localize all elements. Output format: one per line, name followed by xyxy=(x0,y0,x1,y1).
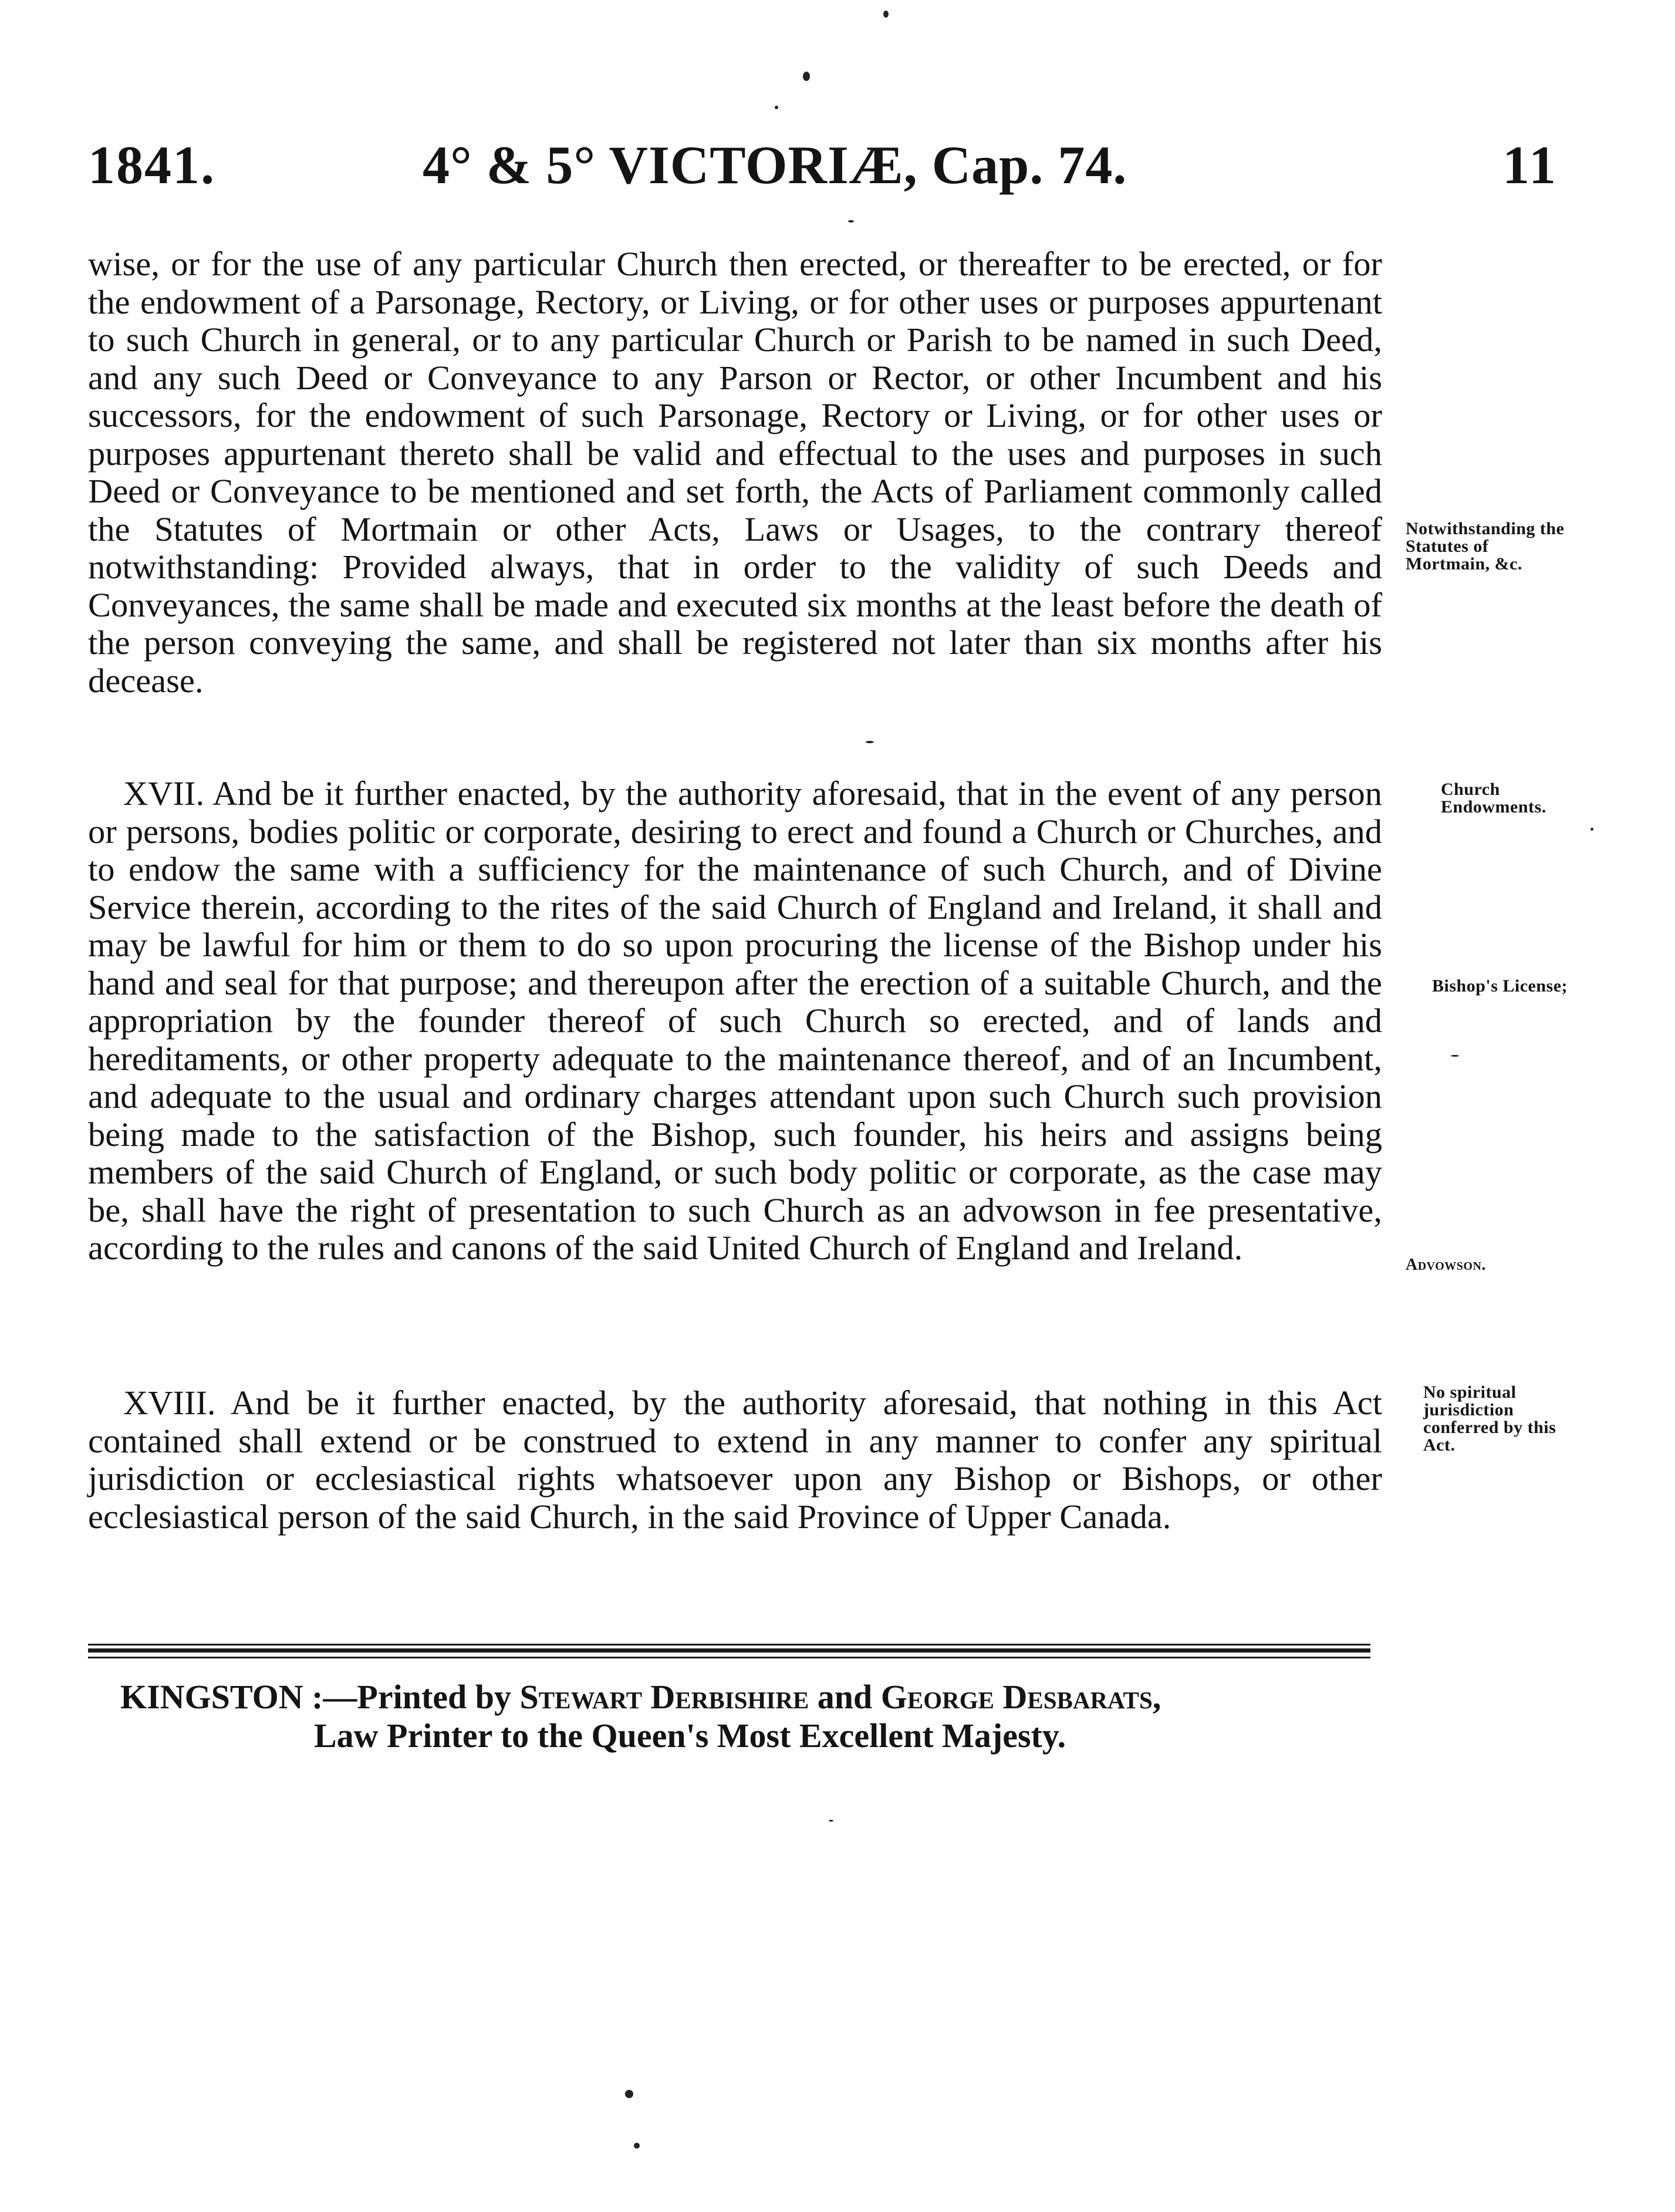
ink-speck xyxy=(848,220,854,222)
ink-speck xyxy=(866,741,874,743)
ink-speck xyxy=(634,2143,640,2149)
colophon-suffix: , xyxy=(1152,1678,1161,1716)
paragraph-continued: wise, or for the use of any particular Church then erected, or thereafter to be erected, or for the endowment of a Parsonage, Rectory, or Living, or for other uses or purposes appurtenant to such Church in general, or to any particular Church or Parish to be named in such Deed, and any such Deed or Conveyance to any Parson or Rector, or other Incumbent and his successors, for the endowment of such Parsonage, Rectory or Living, or for other uses or purposes appurtenant thereto shall be valid and effectual to the uses and purposes in such Deed or Conveyance to be mentioned and set forth, the Acts of Parliament commonly called the Statutes of Mortmain or other Acts, Laws or Usages, to the contrary thereof notwithstanding: Provided always, that in order to the validity of such Deeds and Conveyances, the same shall be made and executed six months at the least before the death of the person conveying the same, and shall be registered not later than six months after his decease. xyxy=(88,245,1382,700)
paragraph-section-xviii: XVIII. And be it further enacted, by the authority aforesaid, that nothing in this Act contained shall extend or be construed to extend in any manner to confer any spiritual jurisdiction or ecclesiastical rights whatsoever upon any Bishop or Bishops, or other ecclesiastical person of the said Church, in the said Province of Upper Canada. xyxy=(88,1384,1382,1536)
page-number: 11 xyxy=(1502,135,1558,195)
closing-rule xyxy=(88,1644,1370,1667)
ink-speck xyxy=(883,11,889,18)
margin-note-advowson: Advowson. xyxy=(1406,1256,1486,1274)
colophon-prefix: KINGSTON :—Printed by xyxy=(120,1678,520,1716)
colophon-conjunction: and xyxy=(809,1678,881,1716)
margin-note-no-spiritual-jurisdiction: No spiritual jurisdiction conferred by this Act. xyxy=(1423,1382,1556,1455)
margin-note-church-endowments: Church Endowments. xyxy=(1441,780,1546,817)
colophon-line-2: Law Printer to the Queen's Most Excellent Majesty. xyxy=(314,1717,1066,1755)
ink-speck xyxy=(625,2090,633,2098)
margin-note-mortmain: Notwithstanding the Statutes of Mortmain, &c. xyxy=(1406,519,1565,574)
printer-colophon xyxy=(120,1678,1353,1755)
paragraph-section-xvii: XVII. And be it further enacted, by the authority aforesaid, that in the event of any person or persons, bodies politic or corporate, desiring to erect and found a Church or Churches, and to endow the same with a sufficiency for the maintenance of such Church, and of Divine Service therein, according to the rites of the said Church of England and Ireland, it shall and may be lawful for him or them to do so upon procuring the license of the Bishop under his hand and seal for that purpose; and thereupon after the erection of a suitable Church, and the appropriation by the founder thereof of such Church so erected, and of lands and hereditaments, or other property adequate to the maintenance thereof, and of an Incumbent, and adequate to the usual and ordinary charges attendant upon such Church such provision being made to the satisfaction of the Bishop, such founder, his heirs and assigns being members of the said Church of England, or such body politic or corporate, as the case may be, shall have the right of presentation to such Church as an advowson in fee presentative, according to the rules and canons of the said United Church of England and Ireland. xyxy=(88,774,1382,1267)
ink-speck xyxy=(829,1820,833,1822)
colophon-line-1 xyxy=(120,1678,1353,1717)
rule-thin-line xyxy=(88,1644,1370,1645)
margin-note-bishops-license: Bishop's License; xyxy=(1432,976,1568,996)
ink-speck xyxy=(775,106,778,109)
printer-name-1: Stewart Derbishire xyxy=(519,1678,809,1716)
running-header xyxy=(88,134,1558,198)
ink-speck xyxy=(1451,1055,1459,1057)
ink-speck xyxy=(803,72,810,81)
rule-thick-line xyxy=(88,1648,1370,1653)
header-title: 4° & 5° VICTORIÆ, Cap. 74. xyxy=(423,135,1127,195)
header-year: 1841. xyxy=(88,135,215,195)
ink-speck xyxy=(1590,828,1593,831)
rule-thin-line xyxy=(88,1657,1370,1658)
printer-name-2: George Desbarats xyxy=(880,1678,1153,1716)
